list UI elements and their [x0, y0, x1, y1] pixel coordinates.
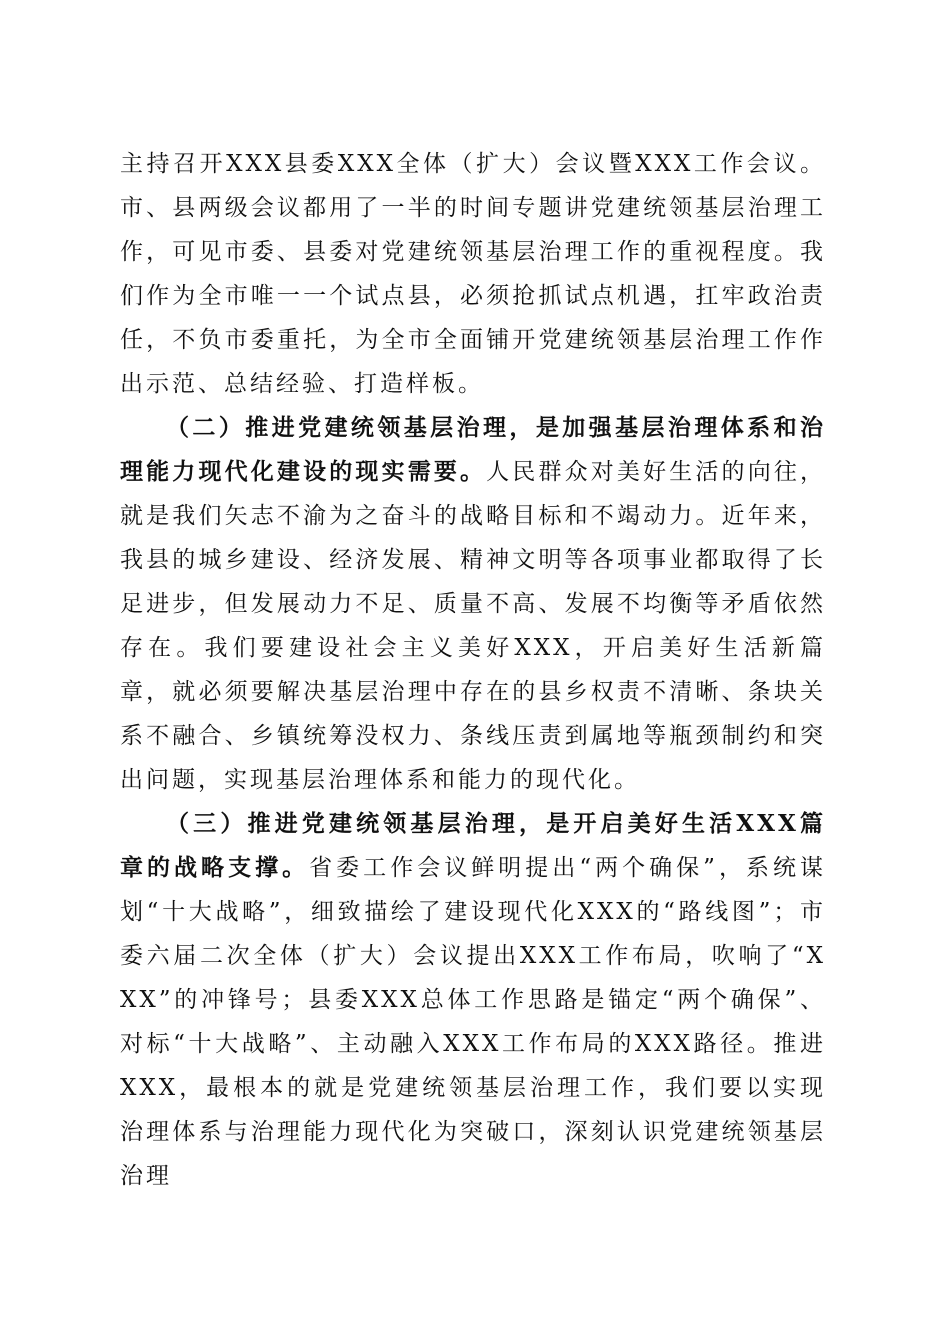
section-two-heading: （二）推进党建统领基层治理，是加强基层治理体系和治理能力现代化建设的现实需要。: [120, 414, 826, 485]
paragraph-continuation: [120, 142, 826, 406]
document-body: [120, 142, 826, 1198]
paragraph-text: 人民群众对美好生活的向往，就是我们矢志不渝为之奋斗的战略目标和不竭动力。近年来，我县的城乡建设、经济发展、精神文明等各项事业都取得了长足进步，但发展动力不足、质量不高、发展不均衡等矛盾依然存在。我们要建设社会主义美好XXX，开启美好生活新篇章，就必须要解决基层治理中存在的县乡权责不清晰、条块关系不融合、乡镇统筹没权力、条线压责到属地等瓶颈制约和突出问题，实现基层治理体系和能力的现代化。: [120, 459, 827, 793]
paragraph-section-three: [120, 802, 826, 1198]
section-three-heading: （三）推进党建统领基层治理，是开启美好生活XXX篇章的战略支撑。: [120, 810, 826, 881]
paragraph-text: 主持召开XXX县委XXX全体（扩大）会议暨XXX工作会议。市、县两级会议都用了一半的时间专题讲党建统领基层治理工作，可见市委、县委对党建统领基层治理工作的重视程度。我们作为全市唯一一个试点县，必须抢抓试点机遇，扛牢政治责任，不负市委重托，为全市全面铺开党建统领基层治理工作作出示范、总结经验、打造样板。: [120, 151, 826, 397]
paragraph-section-two: [120, 406, 826, 802]
paragraph-text: 省委工作会议鲜明提出“两个确保”，系统谋划“十大战略”，细致描绘了建设现代化XXX的“路线图”；市委六届二次全体（扩大）会议提出XXX工作布局，吹响了“XXX”的冲锋号；县委XXX总体工作思路是锚定“两个确保”、对标“十大战略”、主动融入XXX工作布局的XXX路径。推进XXX，最根本的就是党建统领基层治理工作，我们要以实现治理体系与治理能力现代化为突破口，深刻认识党建统领基层治理: [120, 855, 826, 1189]
